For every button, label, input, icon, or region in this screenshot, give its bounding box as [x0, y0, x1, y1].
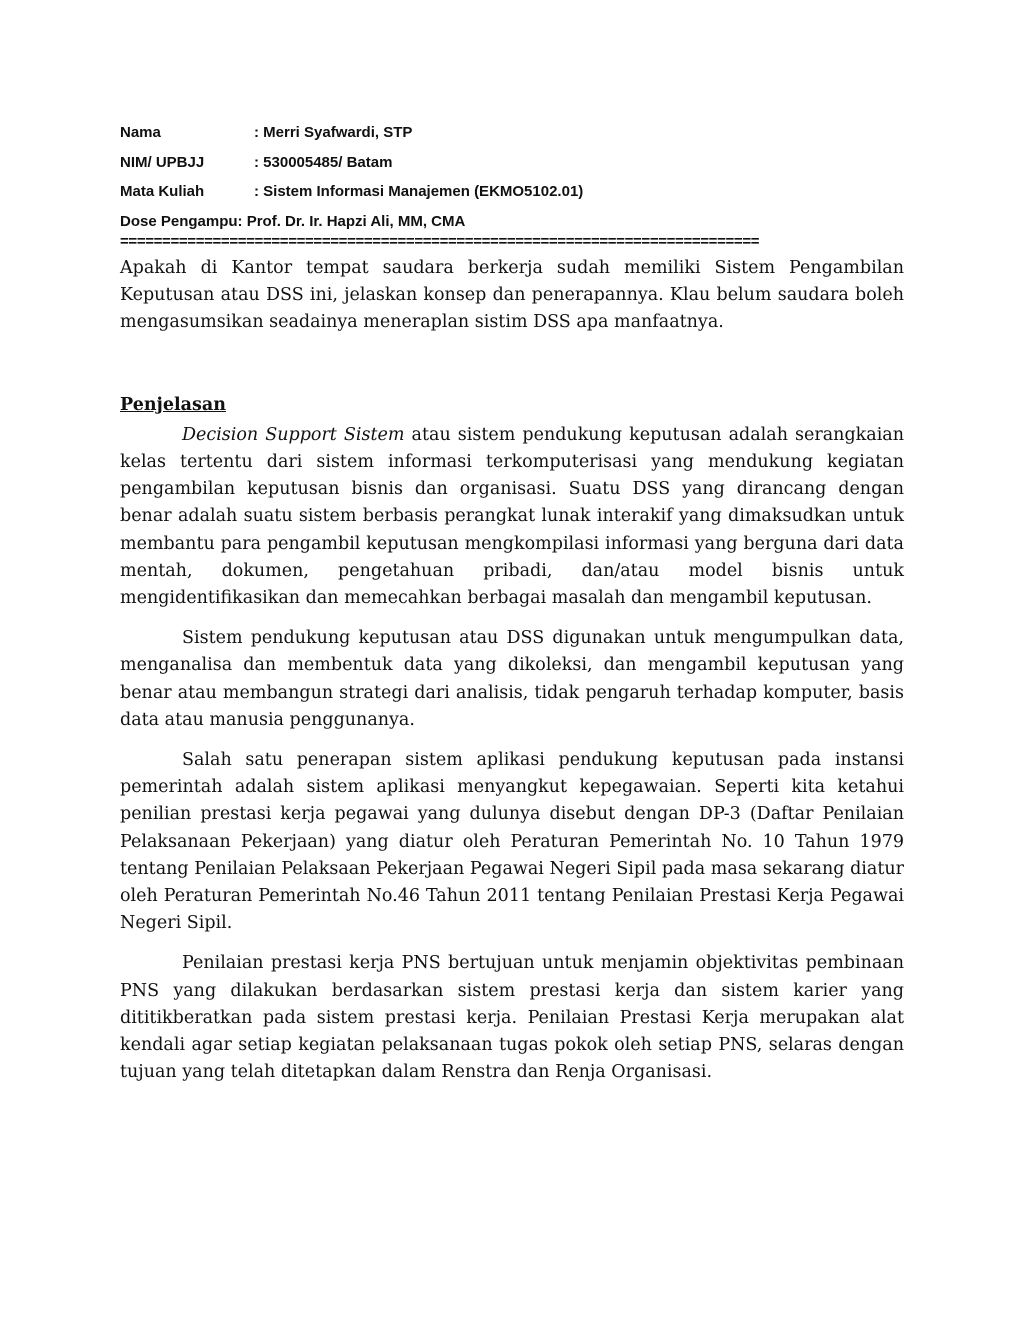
header-row-dosen — [120, 207, 904, 237]
student-info-header — [120, 118, 904, 250]
header-label-dosen: Dose Pengampu — [120, 212, 238, 230]
paragraph-3: Salah satu penerapan sistem aplikasi pendukung keputusan pada instansi pemerintah adalah sistem aplikasi menyangkut kepegawaian. Seperti kita ketahui penilian prestasi kerja pegawai yang dulunya disebut dengan DP-3 (Daftar Penilaian Pelaksanaan Pekerjaan) yang diatur oleh Peraturan Pemerintah No. 10 Tahun 1979 tentang Penilaian Pelaksaan Pekerjaan Pegawai Negeri Sipil pada masa sekarang diatur oleh Peraturan Pemerintah No.46 Tahun 2011 tentang Penilaian Prestasi Kerja Pegawai Negeri Sipil. — [120, 750, 904, 934]
header-value-nim: : 530005485/ Batam — [254, 153, 393, 171]
paragraph-4: Penilaian prestasi kerja PNS bertujuan untuk menjamin objektivitas pembinaan PNS yang dilakukan berdasarkan sistem prestasi kerja dan sistem karier yang dititikberatkan pada sistem prestasi kerja. Penilaian Prestasi Kerja merupakan alat kendali agar setiap kegiatan pelaksanaan tugas pokok oleh setiap PNS, selaras dengan tujuan yang telah ditetapkan dalam Renstra dan Renja Organisasi. — [120, 953, 904, 1083]
header-separator: ============================================================================ — [120, 233, 760, 250]
explanation-body — [120, 422, 904, 1087]
header-label-nim: NIM/ UPBJJ — [120, 153, 205, 171]
paragraph-2: Sistem pendukung keputusan atau DSS digunakan untuk mengumpulkan data, menganalisa dan membentuk data yang dikoleksi, dan mengambil keputusan yang benar atau membangun strategi dari analisis, tidak pengaruh terhadap komputer, basis data atau manusia penggunanya. — [120, 628, 904, 730]
assignment-question: Apakah di Kantor tempat saudara berkerja sudah memiliki Sistem Pengambilan Keputusan atau DSS ini, jelaskan konsep dan penerapannya. Klau belum saudara boleh mengasumsikan seadainya meneraplan sistim DSS apa manfaatnya. — [120, 258, 904, 333]
section-title: Penjelasan — [120, 394, 226, 415]
paragraph-1-text: atau sistem pendukung keputusan adalah serangkaian kelas tertentu dari sistem informasi terkomputerisasi yang mendukung kegiatan pengambilan keputusan bisnis dan organisasi. Suatu DSS yang dirancang dengan benar adalah suatu sistem berbasis perangkat lunak interakif yang dimaksudkan untuk membantu para pengambil keputusan mengkompilasi informasi yang berguna dari data mentah, dokumen, pengetahuan pribadi, dan/atau model bisnis untuk mengidentifikasikan dan memecahkan berbagai masalah dan mengambil keputusan. — [120, 424, 904, 609]
header-row-nama — [120, 118, 904, 148]
header-value-nama: : Merri Syafwardi, STP — [254, 124, 413, 141]
paragraph-1 — [120, 422, 904, 612]
header-value-mata-kuliah: : Sistem Informasi Manajemen (EKMO5102.01) — [254, 183, 584, 200]
dss-term: Decision Support Sistem — [182, 424, 405, 445]
header-row-nim — [120, 148, 904, 178]
document-page — [120, 118, 904, 1086]
header-label-mata-kuliah: Mata Kuliah — [120, 183, 205, 200]
header-label-nama: Nama — [120, 124, 161, 141]
header-row-mata-kuliah — [120, 177, 904, 207]
header-value-dosen: : Prof. Dr. Ir. Hapzi Ali, MM, CMA — [237, 212, 466, 230]
